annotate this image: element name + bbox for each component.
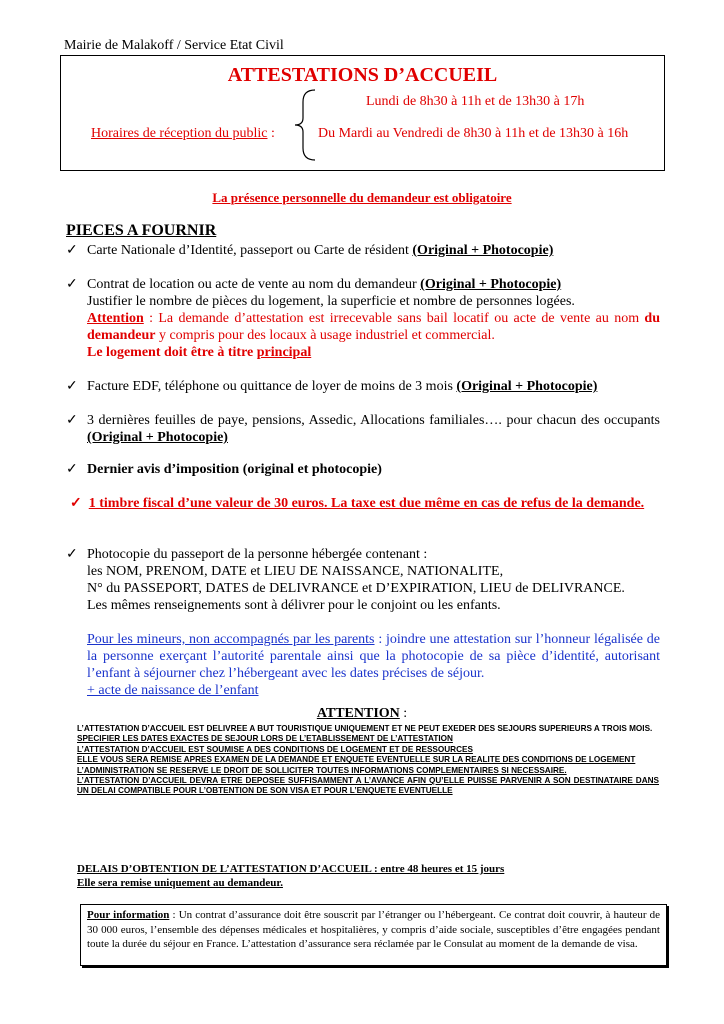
list-item (66, 276, 660, 361)
attention-p4: ELLE VOUS SERA REMISE APRES EXAMEN DE LA DEMANDE ET ENQUETE EVENTUELLE SUR LA REALITE DES CONDITIONS DE LOGEMENT (77, 755, 636, 765)
logement-text: Le logement doit être à titre (87, 345, 257, 360)
delais-line-2: Elle sera remise uniquement au demandeur. (77, 877, 283, 889)
check-icon: ✓ (66, 547, 78, 562)
orig-copy: (Original + Photocopie) (420, 277, 562, 292)
check-icon: ✓ (66, 462, 78, 477)
acte-naissance: + acte de naissance de l’enfant (87, 683, 259, 698)
check-icon: ✓ (66, 243, 78, 258)
list-item (66, 495, 660, 512)
header-text: Mairie de Malakoff / Service Etat Civil (64, 38, 284, 53)
orig-copy: (Original + Photocopie) (412, 243, 554, 258)
orig-copy: (Original + Photocopie) (87, 430, 228, 445)
list-item (66, 378, 660, 395)
attention-title-text: ATTENTION (316, 706, 400, 721)
delais-block (77, 862, 504, 890)
attention-title-sep: : (399, 706, 408, 721)
page-title: ATTESTATIONS D’ACCUEIL (227, 64, 498, 86)
attention-text2: y compris pour des locaux à usage industriel et commercial. (155, 328, 495, 343)
attention-block (77, 724, 659, 797)
principal-text: principal (256, 345, 312, 360)
attention-p5: L’ADMINISTRATION SE RESERVE LE DROIT DE SOLLICITER TOUTES INFORMATIONS COMPLEMENTAIRES SI NECESSAIRE. (77, 765, 567, 775)
hours-label-text: Horaires de réception du public (91, 126, 268, 141)
attention-p6: L’ATTESTATION D’ACCUEIL DEVRA ETRE DEPOSEE SUFFISAMMENT A L’AVANCE AFIN QU’ELLE PUISSE PARVENIR A SON DESTINATAIRE DANS UN DELAI COMPATIBLE POUR L’OBTENTION DE SON VISA ET POUR L’ENQUETE EVENTUELLE (77, 776, 659, 796)
delais-line-1: DELAIS D’OBTENTION DE L’ATTESTATION D’ACCUEIL : entre 48 heures et 15 jours (77, 863, 505, 875)
item-edf: Facture EDF, téléphone ou quittance de loyer de moins de 3 mois (87, 379, 457, 394)
attention-p3: L’ATTESTATION D’ACCUEIL EST SOUMISE A DES CONDITIONS DE LOGEMENT ET DE RESSOURCES (77, 744, 473, 754)
check-icon: ✓ (66, 379, 78, 394)
item-timbre: 1 timbre fiscal d’une valeur de 30 euros. La taxe est due même en cas de refus de la demande. (88, 496, 645, 511)
hours-label (91, 126, 275, 142)
info-text: : Un contrat d’assurance doit être souscrit par l’étranger ou l’hébergeant. Ce contrat doit couvrir, à hauteur de 30 000 euros, l’ensemble des dépenses médicales et hospitalières, y compris d’aide sociale, susceptibles d’être engagées pendant toute la durée du séjour en France. L’attestation d’assurance sera réclamée par le Consulat au moment de la demande de visa. (87, 909, 660, 951)
passeport-line-2: N° du PASSEPORT, DATES de DELIVRANCE et D’EXPIRATION, LIEU de DELIVRANCE. (87, 581, 625, 596)
check-icon: ✓ (70, 496, 82, 511)
mineurs-text: : joindre une attestation sur l’honneur légalisée de la personne exerçant l’autorité parentale ainsi que la photocopie de sa pièce d’identité, autorisant l’enfant à séjourner chez l’hébergeant avec les dates précises de séjour. (87, 632, 660, 681)
title-box (60, 55, 665, 171)
hours-monday: Lundi de 8h30 à 11h et de 13h30 à 17h (366, 94, 585, 109)
list-item (66, 461, 660, 478)
passeport-line-3: Les mêmes renseignements sont à délivrer pour le conjoint ou les enfants. (87, 598, 501, 613)
passeport-line-1: les NOM, PRENOM, DATE et LIEU DE NAISSANCE, NATIONALITE, (87, 564, 504, 579)
check-icon: ✓ (66, 413, 78, 428)
item-paye: 3 dernières feuilles de paye, pensions, Assedic, Allocations familiales…. pour chacun des occupants (87, 413, 660, 428)
attention-title (0, 706, 724, 722)
list-item (66, 412, 660, 446)
check-icon: ✓ (66, 277, 78, 292)
item-contrat: Contrat de location ou acte de vente au nom du demandeur (87, 277, 421, 292)
item-cni: Carte Nationale d’Identité, passeport ou Carte de résident (87, 243, 413, 258)
mineurs-label: Pour les mineurs, non accompagnés par les parents (87, 632, 375, 647)
info-label: Pour information (87, 909, 170, 921)
list-item (66, 242, 660, 259)
info-box (80, 904, 667, 966)
pieces-title: PIECES A FOURNIR (66, 222, 217, 239)
attention-p1: L’ATTESTATION D’ACCUEIL EST DELIVREE A BUT TOURISTIQUE UNIQUEMENT ET NE PEUT EXEDER DES SEJOURS SUPERIEURS A TROIS MOIS. (77, 724, 653, 733)
item-passeport: Photocopie du passeport de la personne hébergée contenant : (87, 547, 428, 562)
attention-text: : La demande d’attestation est irrecevable sans bail locatif ou acte de vente au nom (143, 311, 645, 326)
presence-notice: La présence personnelle du demandeur est obligatoire (212, 190, 512, 205)
attention-word: Attention (87, 311, 144, 326)
item-avis: Dernier avis d’imposition (original et photocopie) (87, 462, 382, 477)
du-demandeur: du demandeur (87, 311, 660, 343)
hours-tue-fri: Du Mardi au Vendredi de 8h30 à 11h et de 13h30 à 16h (318, 126, 629, 141)
brace-icon (293, 88, 317, 162)
attention-p2: SPECIFIER LES DATES EXACTES DE SEJOUR LORS DE L’ETABLISSEMENT DE L’ATTESTATION (77, 734, 453, 744)
list-item (66, 546, 660, 699)
hours-label-sep: : (267, 126, 275, 141)
item-justifier: Justifier le nombre de pièces du logement, la superficie et nombre de personnes logées. (87, 294, 575, 309)
orig-copy: (Original + Photocopie) (456, 379, 598, 394)
